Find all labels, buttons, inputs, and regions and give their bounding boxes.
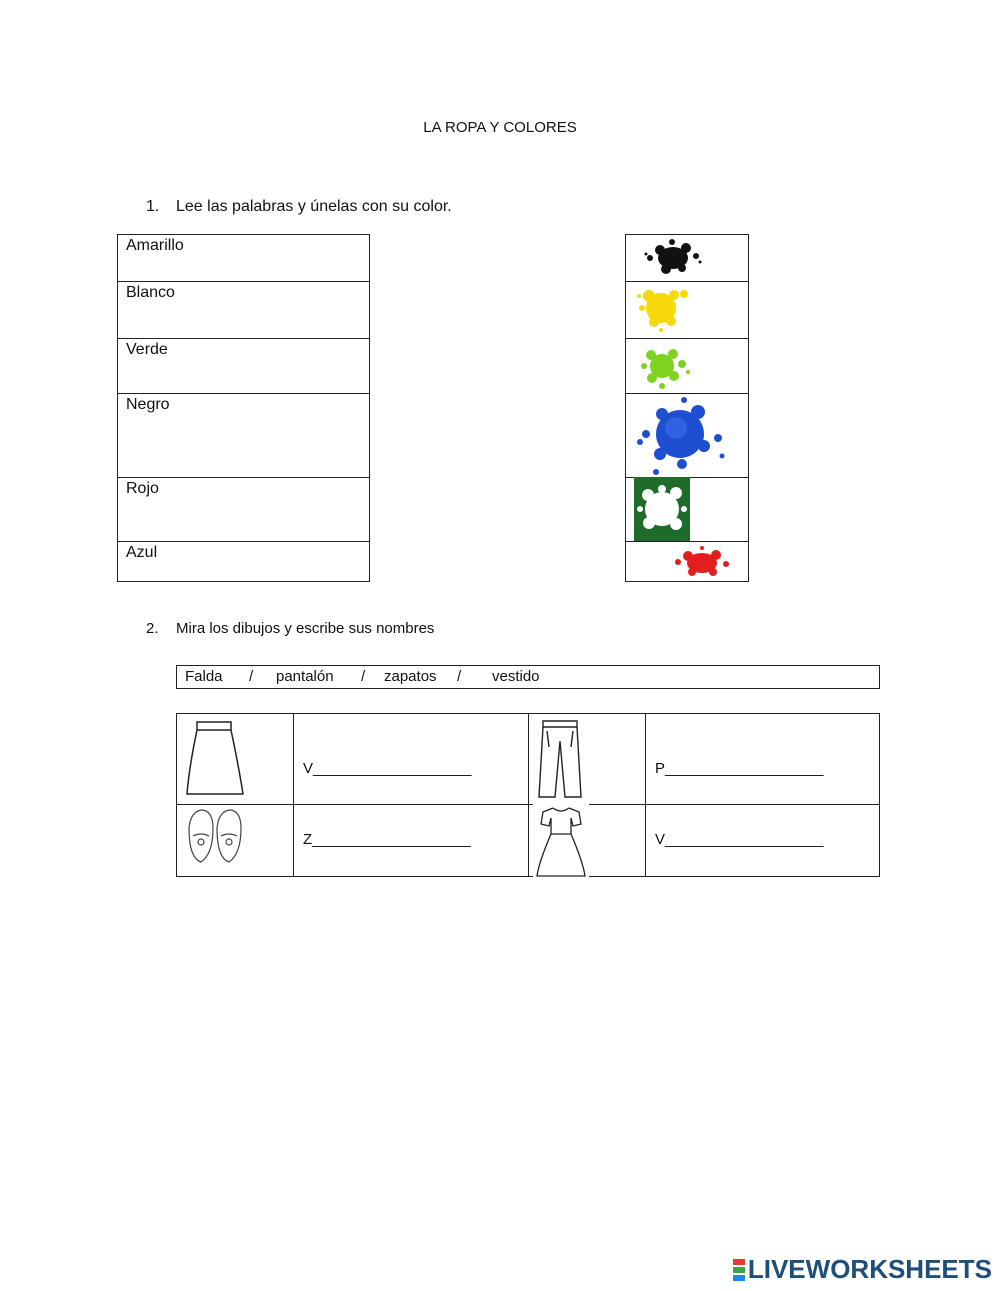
shoes-icon (183, 806, 247, 866)
word-bank (176, 665, 880, 689)
logo-mark-icon (733, 1258, 745, 1282)
page-title: LA ROPA Y COLORES (423, 119, 577, 136)
word-bank-item: vestido (492, 668, 540, 685)
word-bank-item: zapatos (384, 668, 437, 685)
color-words-table (117, 234, 370, 582)
pants-icon (535, 717, 585, 801)
word-bank-item: Falda (185, 668, 223, 685)
exercise-1-number: 1. (146, 198, 160, 215)
exercise-2-text: Mira los dibujos y escribe sus nombres (176, 620, 435, 637)
green-paint-splash-icon[interactable] (638, 342, 694, 390)
exercise-2-instruction (146, 620, 434, 637)
dress-icon (533, 804, 589, 878)
black-paint-splash-icon[interactable] (642, 236, 704, 278)
answer-line[interactable]: Z___________________ (303, 831, 471, 848)
answer-line[interactable]: V___________________ (303, 760, 472, 777)
white-paint-splash-icon[interactable] (634, 477, 690, 541)
liveworksheets-logo (733, 1254, 992, 1285)
color-word-cell[interactable]: Negro (118, 394, 370, 478)
answer-line[interactable]: P___________________ (655, 760, 824, 777)
exercise-1-text: Lee las palabras y únelas con su color. (176, 198, 452, 215)
red-paint-splash-icon[interactable] (672, 544, 732, 580)
clothes-grid (176, 713, 880, 877)
word-bank-separator: / (361, 668, 366, 685)
word-bank-separator: / (249, 668, 254, 685)
exercise-1-instruction (146, 198, 452, 216)
color-word-cell[interactable]: Azul (118, 542, 370, 582)
blue-paint-splash-icon[interactable] (632, 394, 730, 476)
color-splash-column (625, 234, 749, 582)
yellow-paint-splash-icon[interactable] (634, 282, 692, 334)
logo-text: LIVEWORKSHEETS (747, 1254, 992, 1284)
color-word-cell[interactable]: Amarillo (118, 235, 370, 282)
color-word-cell[interactable]: Blanco (118, 282, 370, 339)
word-bank-separator: / (457, 668, 462, 685)
answer-line[interactable]: V___________________ (655, 831, 824, 848)
skirt-icon (183, 718, 247, 798)
exercise-2-number: 2. (146, 620, 159, 637)
word-bank-item: pantalón (276, 668, 334, 685)
color-word-cell[interactable]: Rojo (118, 478, 370, 542)
color-word-cell[interactable]: Verde (118, 339, 370, 394)
